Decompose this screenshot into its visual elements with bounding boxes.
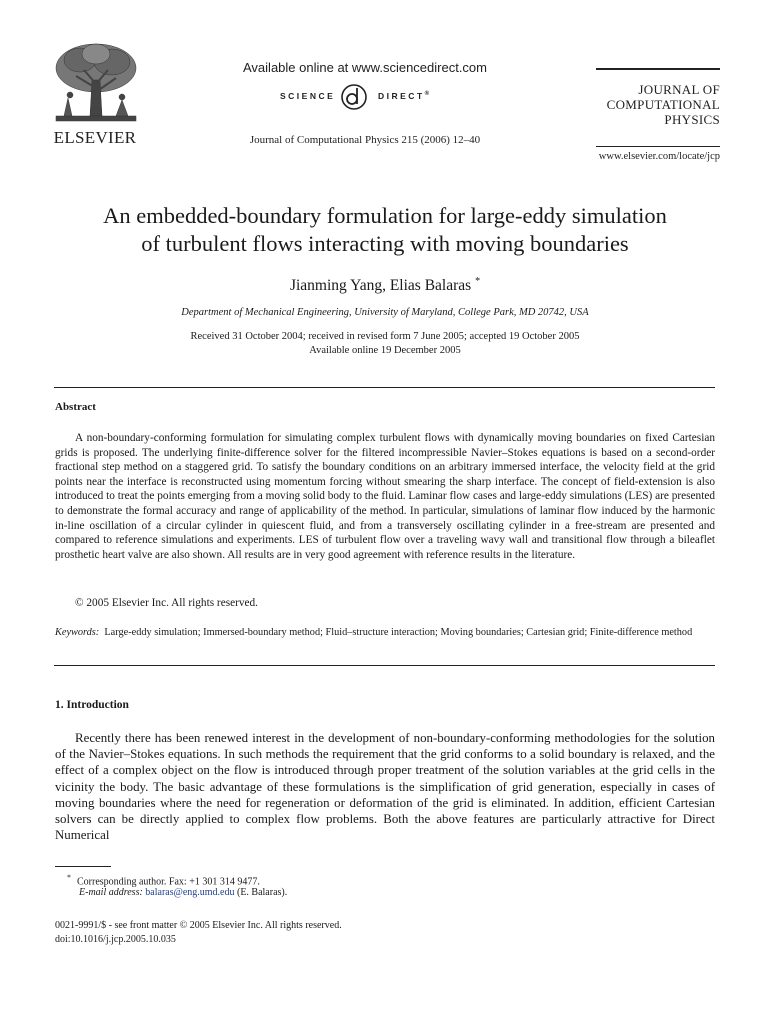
abstract-copyright: © 2005 Elsevier Inc. All rights reserved.	[75, 597, 259, 609]
footnote-corresponding	[67, 873, 260, 887]
publisher-name: ELSEVIER	[53, 128, 137, 147]
journal-citation: Journal of Computational Physics 215 (2006) 12–40	[249, 134, 481, 146]
email-label: E-mail address:	[79, 887, 143, 898]
author-list	[40, 276, 730, 295]
corresponding-author-mark[interactable]: *	[475, 276, 481, 287]
doi-line[interactable]: doi:10.1016/j.jcp.2005.10.035	[55, 934, 176, 945]
journal-url[interactable]: www.elsevier.com/locate/jcp	[598, 151, 720, 162]
sciencedirect-logo	[260, 86, 470, 108]
divider-bottom	[54, 665, 715, 666]
journal-title-line3: PHYSICS	[664, 112, 720, 127]
article-title-line1: An embedded-boundary formulation for large-eddy simulation	[103, 203, 667, 228]
introduction-body: Recently there has been renewed interest in the development of non-boundary-conforming methodologies for the solution of the Navier–Stokes equations. In such methods the requirement that the grid conforms to a solid boundary is relaxed, and the effect of a complex object on the flow is introduced through proper treatment of the solution variables at the grid cells in the vicinity the body. The basic advantage of these formulations is the simplification of grid generation, especially in cases of moving boundaries where the need for regeneration or deformation of the grid is eliminated. In addition, efficient Cartesian solvers can be directly applied to complex flow problems. Both the above features are particularly attractive for Direct Numerical	[55, 731, 715, 843]
received-dates: Received 31 October 2004; received in revised form 7 June 2005; accepted 19 October 2005	[190, 331, 580, 342]
email-link[interactable]: balaras@eng.umd.edu	[145, 887, 235, 898]
abstract-heading: Abstract	[55, 401, 96, 413]
divider-top	[54, 387, 715, 388]
sciencedirect-left-word: SCIENCE	[280, 91, 336, 101]
elsevier-tree-icon	[50, 40, 142, 128]
email-owner: (E. Balaras).	[236, 887, 288, 898]
journal-title-line2: COMPUTATIONAL	[606, 97, 720, 112]
issn-doi	[55, 919, 342, 947]
article-title	[40, 202, 730, 258]
author-names: Jianming Yang, Elias Balaras	[289, 277, 472, 295]
elsevier-logo	[50, 40, 150, 148]
sciencedirect-d-icon	[338, 82, 370, 112]
journal-title	[596, 68, 720, 127]
keywords	[55, 626, 715, 640]
footnote-rule	[55, 866, 111, 867]
sciencedirect-right-word: DIRECT®	[378, 91, 432, 101]
journal-title-line1: JOURNAL OF	[638, 82, 720, 97]
journal-title-rule	[596, 146, 720, 147]
author-affiliation: Department of Mechanical Engineering, University of Maryland, College Park, MD 20742, USA	[181, 307, 589, 318]
available-online-date: Available online 19 December 2005	[309, 345, 461, 356]
keywords-list: Large-eddy simulation; Immersed-boundary method; Fluid–structure interaction; Moving boundaries; Cartesian grid; Finite-difference method	[104, 627, 693, 638]
abstract-body: A non-boundary-conforming formulation for simulating complex turbulent flows with dynamically moving boundaries on fixed Cartesian grids is proposed. The underlying finite-difference solver for the filtered incompressible Navier–Stokes equations is based on a second-order fractional step method on a staggered grid. To satisfy the boundary conditions on an arbitrary immersed interface, the velocity field at the grid points near the interface is reconstructed using momentum forcing without smearing the sharp interface. The concept of field-extension is also introduced to treat the points emerging from a moving solid body to the fluid. Laminar flow cases and large-eddy simulations (LES) are presented to demonstrate the formal accuracy and range of applicability of the method. In particular, simulations of laminar flow induced by the harmonic in-line oscillation of a circular cylinder in quiescent fluid, and from a transversely oscillating cylinder in a free-stream are presented and compared to reference simulations and experiments. LES of turbulent flow over a traveling wavy wall and transitional flow through a bileaflet prosthetic heart valve are also shown. All results are in very good agreement with reference results in the literature.	[55, 432, 715, 561]
article-title-line2: of turbulent flows interacting with moving boundaries	[141, 231, 629, 256]
footnote-email	[79, 887, 287, 898]
introduction-heading: 1. Introduction	[55, 699, 129, 711]
keywords-label: Keywords:	[55, 627, 100, 638]
footnote-mark: *	[67, 873, 71, 882]
available-online-text[interactable]: Available online at www.sciencedirect.com	[243, 60, 487, 75]
article-history	[40, 330, 730, 358]
issn-line: 0021-9991/$ - see front matter © 2005 Elsevier Inc. All rights reserved.	[55, 920, 342, 931]
corresponding-author-text: Corresponding author. Fax: +1 301 314 9477.	[77, 876, 260, 888]
